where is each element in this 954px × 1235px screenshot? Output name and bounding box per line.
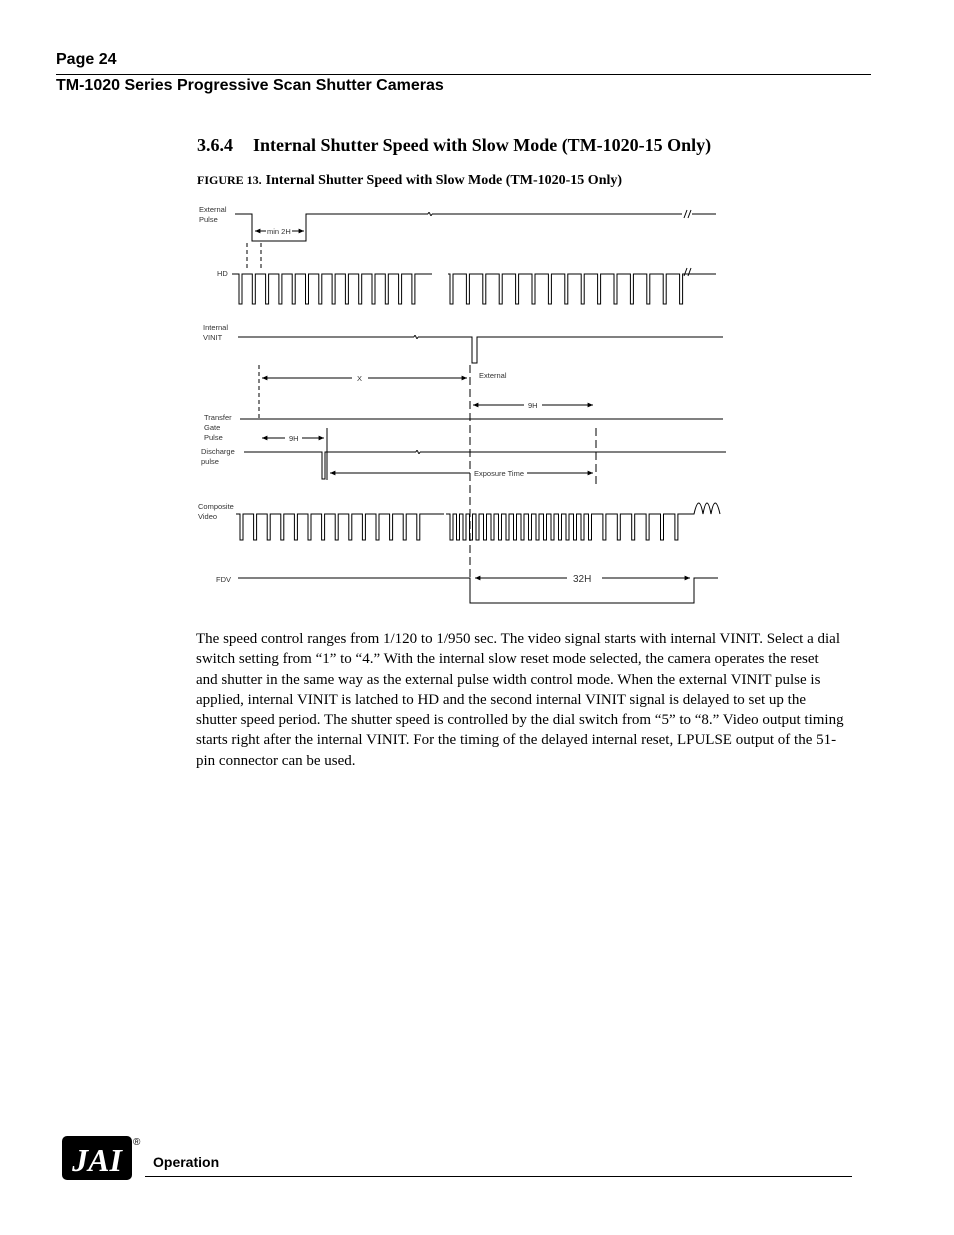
vinit-break-wave	[414, 336, 418, 339]
document-title: TM-1020 Series Progressive Scan Shutter Cameras	[56, 77, 444, 94]
figure-number: FIGURE 13.	[197, 173, 262, 187]
hd-trace	[232, 274, 716, 304]
header-rule	[56, 74, 871, 75]
internal-vinit-trace	[238, 337, 723, 363]
discharge-break-wave	[416, 451, 420, 454]
footer-section-label: Operation	[153, 1154, 220, 1170]
logo-text: JAI	[72, 1142, 122, 1178]
jai-logo	[62, 1134, 144, 1182]
section-heading	[197, 135, 711, 156]
label-external-2: Pulse	[199, 215, 218, 224]
label-discharge-2: pulse	[201, 457, 219, 466]
section-number: 3.6.4	[197, 135, 233, 155]
composite-video-trace	[236, 503, 720, 540]
page-number: Page 24	[56, 51, 117, 68]
label-composite-2: Video	[198, 512, 218, 521]
section-title: Internal Shutter Speed with Slow Mode (TM-1020-15 Only)	[253, 135, 712, 155]
label-transfer-1: Transfer	[204, 413, 232, 422]
external-break-mark-a	[684, 210, 687, 218]
hd-break-mark-b	[688, 268, 691, 276]
annot-min-2h: min 2H	[267, 227, 291, 236]
timing-diagram	[195, 200, 735, 610]
body-paragraph: The speed control ranges from 1/120 to 1/950 sec. The video signal starts with internal VINIT. Select a dial switch setting from “1” to “4.” With the internal slow reset mode selected, the camera operates the reset and shutter in the same way as the external pulse width control mode. When the external VINIT pulse is applied, internal VINIT is latched to HD and the second internal VINIT signal is delayed to set up the shutter speed period. The shutter speed is controlled by the dial switch from “5” to “8.” Video output timing starts right after the internal VINIT. For the timing of the delayed internal reset, LPULSE output of the 51-pin connector can be used.	[196, 631, 844, 769]
label-external-1: External	[199, 205, 227, 214]
external-break-wave	[428, 213, 432, 216]
label-transfer-2: Gate	[204, 423, 221, 432]
hd-break-mark-a	[684, 268, 687, 276]
label-internal-vinit-2: VINIT	[203, 333, 223, 342]
annot-x: X	[357, 374, 363, 383]
annot-32h: 32H	[573, 574, 592, 585]
annot-exposure-time: Exposure Time	[474, 469, 525, 478]
external-pulse-trace	[235, 214, 716, 241]
external-break-mark-b	[688, 210, 691, 218]
label-composite-1: Composite	[198, 502, 234, 511]
annot-9h-bottom: 9H	[289, 434, 299, 443]
label-discharge-1: Discharge	[201, 447, 235, 456]
annot-external: External	[479, 371, 507, 380]
label-internal-vinit-1: Internal	[203, 323, 229, 332]
figure-caption	[197, 173, 622, 189]
label-fdv: FDV	[216, 575, 231, 584]
annot-9h-top: 9H	[528, 401, 538, 410]
figure-caption-text: Internal Shutter Speed with Slow Mode (TM-1020-15 Only)	[265, 173, 623, 188]
label-transfer-3: Pulse	[204, 433, 223, 442]
fdv-trace	[238, 578, 718, 603]
footer-rule	[145, 1176, 852, 1177]
logo-registered: ®	[133, 1137, 141, 1148]
label-hd: HD	[217, 269, 228, 278]
